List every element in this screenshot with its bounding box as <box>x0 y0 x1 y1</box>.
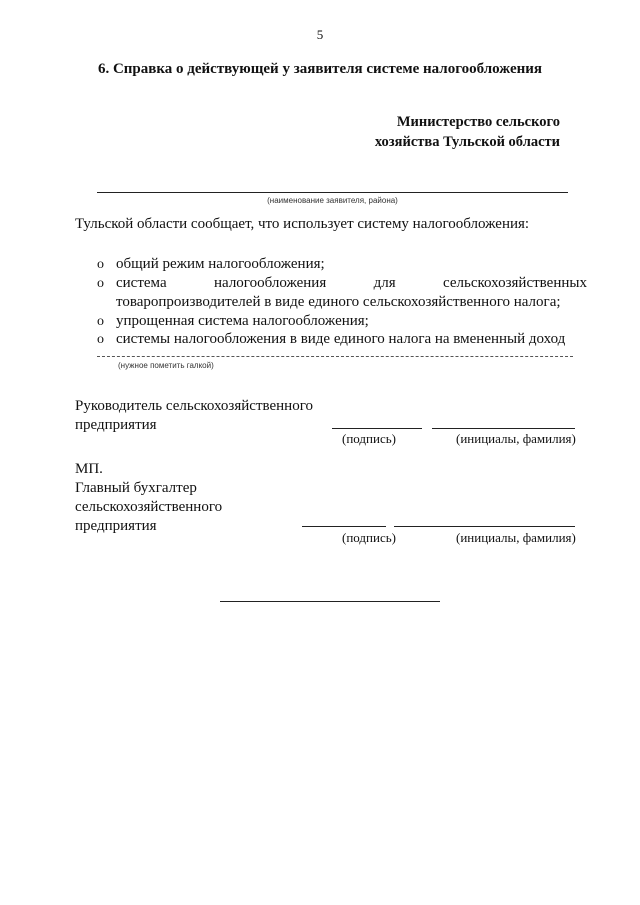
accountant-signature-field[interactable] <box>302 526 386 527</box>
option-label: общий режим налогообложения; <box>116 256 325 272</box>
addressee-block <box>330 112 560 152</box>
accountant-title-line-2: сельскохозяйственного <box>75 499 223 515</box>
option-label-line-2: товаропроизводителей в виде единого сельскохозяйственного налога; <box>116 294 561 310</box>
accountant-title-line-1: Главный бухгалтер <box>75 480 197 496</box>
accountant-signature-caption: (подпись) <box>342 530 396 545</box>
applicant-caption: (наименование заявителя, района) <box>267 196 398 205</box>
checkbox-circle-icon[interactable]: o <box>97 332 104 347</box>
intro-text: Тульской области сообщает, что использует систему налогообложения: <box>75 216 530 232</box>
option-label: упрощенная система налогообложения; <box>116 313 369 329</box>
director-name-field[interactable] <box>432 428 575 429</box>
director-name-caption: (инициалы, фамилия) <box>456 431 576 446</box>
accountant-name-field[interactable] <box>394 526 575 527</box>
director-signature-field[interactable] <box>332 428 422 429</box>
addressee-line-1: Министерство сельского <box>396 114 560 130</box>
option-underline <box>97 356 573 357</box>
option-label-word: для <box>373 275 396 291</box>
director-title-line-2: предприятия <box>75 417 157 433</box>
applicant-name-field[interactable] <box>97 192 568 193</box>
stamp-placeholder: МП. <box>75 461 103 477</box>
option-label-word: сельскохозяйственных <box>443 275 587 291</box>
accountant-name-caption: (инициалы, фамилия) <box>456 530 576 545</box>
director-title <box>75 397 335 435</box>
addressee-line-2: хозяйства Тульской области <box>374 134 560 150</box>
option-agricultural-tax[interactable] <box>97 274 587 312</box>
option-label: системы налогообложения в виде единого налога на вмененный доход <box>116 331 566 347</box>
bottom-separator <box>220 601 440 602</box>
page-number: 5 <box>316 27 324 42</box>
document-title: 6. Справка о действующей у заявителя системе налогообложения <box>97 61 543 77</box>
option-label-word: система <box>116 275 167 291</box>
option-general-regime[interactable] <box>97 255 587 274</box>
option-label-line-1 <box>116 274 587 293</box>
mark-caption: (нужное пометить галкой) <box>118 361 214 370</box>
checkbox-circle-icon[interactable]: o <box>97 314 104 329</box>
accountant-title-line-3: предприятия <box>75 518 157 534</box>
option-simplified[interactable] <box>97 312 587 331</box>
option-imputed-income[interactable] <box>97 330 587 349</box>
director-title-line-1: Руководитель сельскохозяйственного <box>75 398 313 414</box>
checkbox-circle-icon[interactable]: o <box>97 257 104 272</box>
option-label-word: налогообложения <box>214 275 327 291</box>
option-label <box>116 274 587 312</box>
director-signature-caption: (подпись) <box>342 431 396 446</box>
checkbox-circle-icon[interactable]: o <box>97 276 104 291</box>
accountant-block <box>75 460 335 536</box>
